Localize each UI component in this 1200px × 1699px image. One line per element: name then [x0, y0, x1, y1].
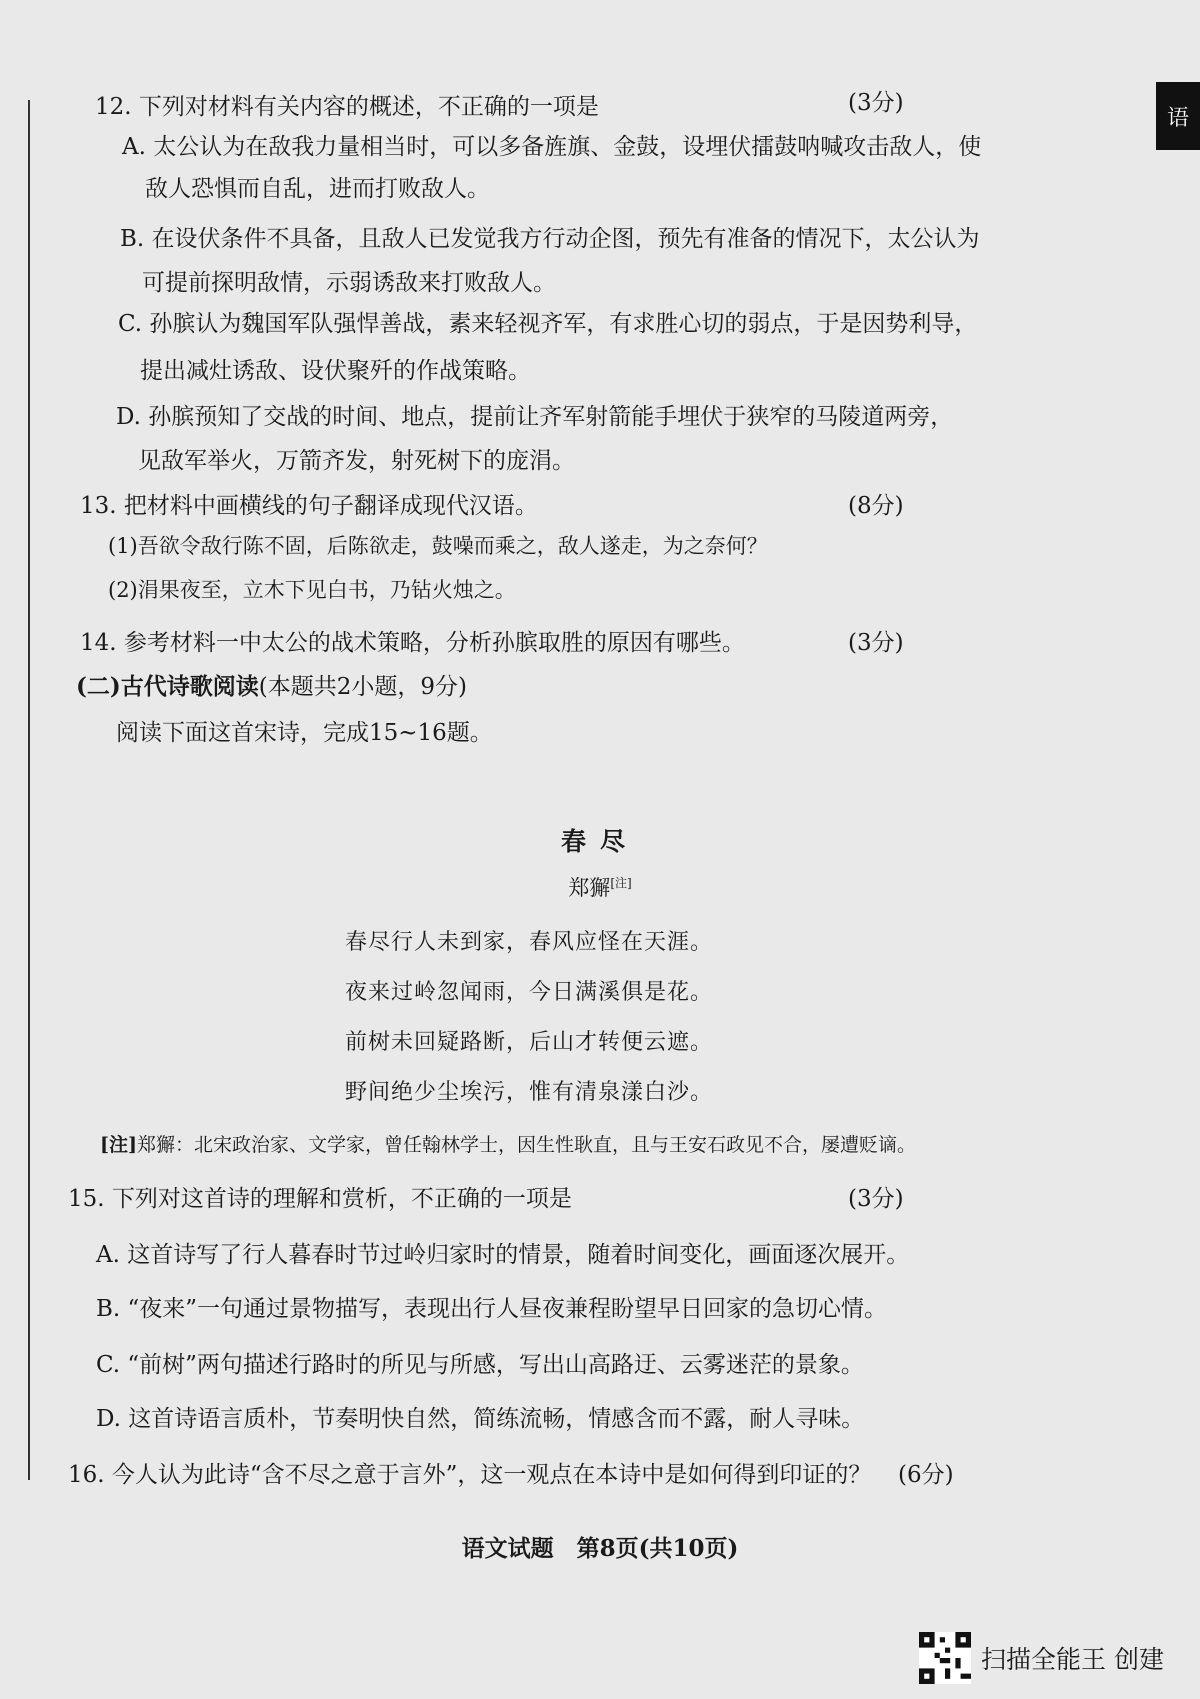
q15-option-a: A. 这首诗写了行人暮春时节过岭归家时的情景，随着时间变化，画面逐次展开。	[96, 1242, 910, 1268]
q12-option-b-line2: 可提前探明敌情，示弱诱敌来打败敌人。	[142, 270, 556, 296]
q14-stem: 14. 参考材料一中太公的战术策略，分析孙膑取胜的原因有哪些。	[80, 630, 745, 656]
q15-option-d: D. 这首诗语言质朴，节奏明快自然，简练流畅，情感含而不露，耐人寻味。	[96, 1406, 865, 1432]
q16-stem: 16. 今人认为此诗“含不尽之意于言外”，这一观点在本诗中是如何得到印证的？	[68, 1462, 872, 1488]
section-heading-note: (本题共2小题，9分)	[258, 674, 467, 700]
q12-option-d-line1: D. 孙膑预知了交战的时间、地点，提前让齐军射箭能手埋伏于狭窄的马陵道两旁，	[116, 404, 954, 430]
poem-footnote-text: 郑獬：北宋政治家、文学家，曾任翰林学士，因生性耿直，且与王安石政见不合，屡遭贬谪。	[136, 1134, 916, 1156]
poem-line: 前树未回疑路断，后山才转便云遮。	[345, 1030, 714, 1055]
poem-line: 春尽行人未到家，春风应怪在天涯。	[345, 930, 714, 955]
margin-line	[28, 100, 30, 1480]
poem-author-note-mark: [注]	[610, 876, 632, 890]
q14-score: (3分)	[848, 630, 904, 656]
q12-option-a-line1: A. 太公认为在敌我力量相当时，可以多备旌旗、金鼓，设埋伏擂鼓呐喊攻击敌人，使	[122, 134, 982, 160]
q15-score: (3分)	[848, 1186, 904, 1212]
poem-author	[0, 872, 1200, 902]
q12-score: (3分)	[848, 90, 904, 116]
qr-code-icon	[919, 1632, 971, 1684]
q12-option-c-line1: C. 孙膑认为魏国军队强悍善战，素来轻视齐军，有求胜心切的弱点，于是因势利导，	[118, 311, 978, 337]
poem-line: 夜来过岭忽闻雨，今日满溪俱是花。	[345, 980, 714, 1005]
q12-stem: 12. 下列对材料有关内容的概述，不正确的一项是	[95, 94, 599, 120]
section-intro: 阅读下面这首宋诗，完成15~16题。	[116, 720, 493, 746]
watermark-text: 扫描全能王 创建	[981, 1645, 1164, 1674]
q12-option-d-line2: 见敌军举火，万箭齐发，射死树下的庞涓。	[138, 448, 575, 474]
q12-option-a-line2: 敌人恐惧而自乱，进而打败敌人。	[145, 176, 490, 202]
poem-footnote-label: [注]	[100, 1134, 137, 1156]
section-heading-title: (二)古代诗歌阅读	[76, 673, 259, 700]
subject-tab: 语	[1156, 82, 1200, 150]
section-heading	[76, 668, 467, 701]
poem-line: 野间绝少尘埃污，惟有清泉漾白沙。	[345, 1080, 714, 1105]
q13-sentence-1: (1)吾欲令敌行陈不固，后陈欲走，鼓噪而乘之，敌人遂走，为之奈何？	[108, 534, 768, 558]
q15-stem: 15. 下列对这首诗的理解和赏析，不正确的一项是	[68, 1186, 572, 1212]
scanner-watermark	[919, 1632, 1164, 1684]
q15-option-b: B. “夜来”一句通过景物描写，表现出行人昼夜兼程盼望早日回家的急切心情。	[96, 1296, 888, 1322]
q12-option-c-line2: 提出减灶诱敌、设伏聚歼的作战策略。	[140, 358, 531, 384]
q12-option-b-line1: B. 在设伏条件不具备，且敌人已发觉我方行动企图，预先有准备的情况下，太公认为	[120, 226, 980, 252]
q16-score: (6分)	[898, 1462, 954, 1488]
poem-author-name: 郑獬	[568, 876, 611, 900]
page-footer: 语文试题 第8页(共10页)	[461, 1535, 739, 1562]
q13-stem: 13. 把材料中画横线的句子翻译成现代汉语。	[80, 493, 538, 519]
poem-title: 春尽	[560, 827, 639, 856]
poem-footnote	[100, 1130, 916, 1157]
q13-score: (8分)	[848, 493, 904, 519]
q13-sentence-2: (2)涓果夜至，立木下见白书，乃钻火烛之。	[108, 578, 516, 602]
q15-option-c: C. “前树”两句描述行路时的所见与所感，写出山高路迂、云雾迷茫的景象。	[96, 1352, 864, 1378]
